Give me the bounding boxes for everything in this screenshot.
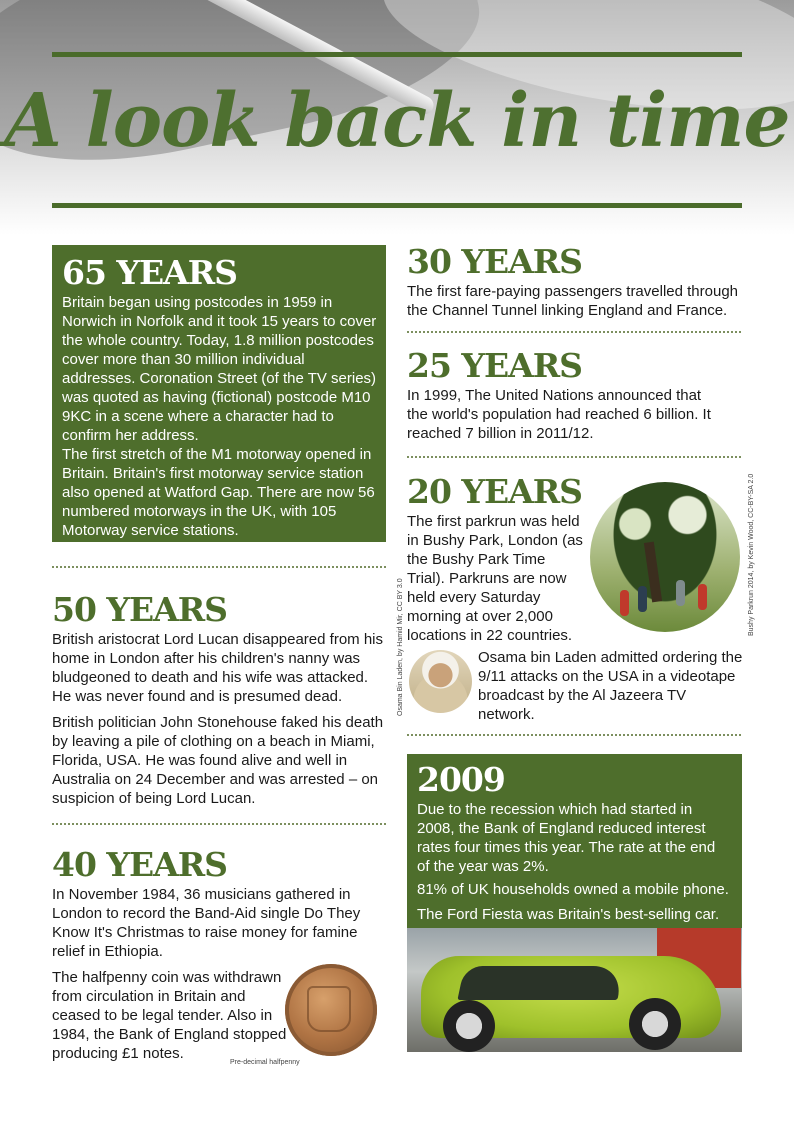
photo-credit: Bushy Parkrun 2014, by Kevin Wood, CC-BY-SA 2.0 [748,473,755,636]
photo-credit: Osama Bin Laden, by Hamid Mir, CC BY 3.0 [397,578,404,716]
section-30-years [407,242,747,320]
section-paragraph: Due to the recession which had started in 2008, the Bank of England reduced interest rates four times this year. The rate at the end of the year was 2%. [417,801,716,875]
section-50-years [52,590,388,808]
section-2009 [407,754,742,928]
coin-caption: Pre-decimal halfpenny [230,1059,300,1066]
section-paragraph: 81% of UK households owned a mobile phone. [417,881,729,898]
divider [407,734,741,736]
section-paragraph: The first stretch of the M1 motorway opened in Britain. Britain's first motorway service station also opened at Watford Gap. There are now 56 numbered motorways in the UK, with 105 Motorway service stations. [62,446,375,539]
parkrun-photo [590,482,740,632]
section-heading: 40 YEARS [52,845,227,884]
section-paragraph: In 1999, The United Nations announced that the world's population had reached 6 billion. It reached 7 billion in 2011/12. [407,387,711,442]
section-paragraph: In November 1984, 36 musicians gathered in London to record the Band-Aid single Do They Know It's Christmas to raise money for famine relief in Ethiopia. [52,886,361,960]
section-paragraph: British politician John Stonehouse faked his death by leaving a pile of clothing on a beach in Miami, Florida, USA. He was found alive and well in Australia on 24 December and was arrested – on suspicion of being Lord Lucan. [52,714,384,807]
section-paragraph: Britain began using postcodes in 1959 in Norwich in Norfolk and it took 15 years to cover the whole country. Today, 1.8 million postcodes cover more than 30 million individual addresses. Coronation Street (of the TV series) was quoted as having (fictional) postcode M10 9KC in a scene where a character had to confirm her address. [62,294,377,444]
divider [52,823,386,825]
section-paragraph: The halfpenny coin was withdrawn from circulation in Britain and ceased to be legal tender. Also in 1984, the Bank of England stopped producing £1 notes. [52,969,287,1062]
page-title: A look back in time [4,78,790,164]
header-top-rule [52,52,742,57]
header-bottom-rule [52,203,742,208]
osama-bin-laden-photo [409,650,472,713]
section-heading: 20 YEARS [407,472,582,511]
section-heading: 2009 [417,760,505,799]
section-25-years [407,346,737,443]
section-65-years [52,245,386,542]
section-paragraph: British aristocrat Lord Lucan disappeared from his home in London after his children's nanny was bludgeoned to death and his wife was attacked. He was never found and is presumed dead. [52,631,383,705]
ford-fiesta-photo [407,928,742,1052]
section-heading: 50 YEARS [52,590,227,629]
divider [407,456,741,458]
section-paragraph: The first fare-paying passengers travelled through the Channel Tunnel linking England and France. [407,283,739,319]
section-paragraph: The first parkrun was held in Bushy Park, London (as the Bushy Park Time Trial). Parkruns are now held every Saturday morning at over 2,000 locations in 22 countries. [407,513,583,644]
section-paragraph: Osama bin Laden admitted ordering the 9/11 attacks on the USA in a videotape broadcast by the Al Jazeera TV network. [478,649,743,723]
section-heading: 30 YEARS [407,242,582,281]
divider [407,331,741,333]
section-20-years [407,472,587,645]
halfpenny-coin-image [285,964,377,1056]
section-paragraph: The Ford Fiesta was Britain's best-selling car. [417,906,720,923]
divider [52,566,386,568]
section-heading: 65 YEARS [62,253,237,292]
section-heading: 25 YEARS [407,346,582,385]
